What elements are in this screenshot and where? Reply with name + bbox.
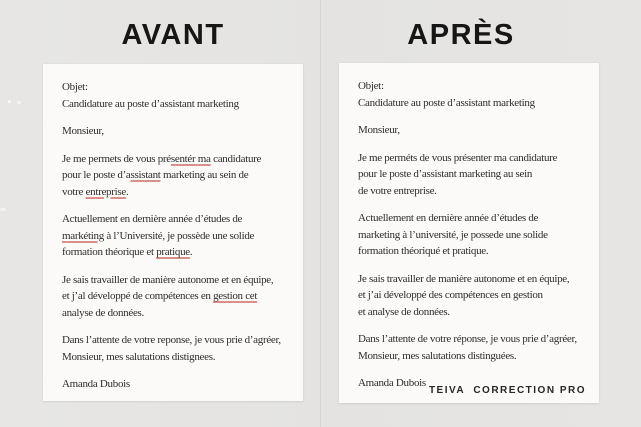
letter-line: [358, 243, 587, 260]
letter-line: [62, 228, 291, 245]
letter-text: Candidature au poste d’assistant marketing: [358, 96, 535, 109]
error-underlined-text: markéting: [62, 229, 104, 242]
error-underlined-text: ssistant: [130, 169, 161, 181]
letter-text: Je sais travailler de manière autonome et en équipe,: [62, 273, 274, 286]
letter-paragraph: [358, 210, 587, 260]
avant-letter-body: [43, 64, 303, 393]
letter-text: .: [189, 246, 193, 258]
letter-text: Objet:: [62, 81, 88, 93]
letter-paragraph: [62, 151, 291, 201]
letter-text: pour le poste d’assistant marketing au sein: [358, 168, 533, 180]
error-underlined-text: gestion cet: [213, 290, 258, 302]
letter-text: et j’al développé de compétences en: [62, 290, 214, 302]
apres-letter-body: [339, 63, 599, 392]
letter-line: [358, 95, 587, 112]
letter-text: Monsieur,: [62, 125, 104, 137]
letter-line: [62, 332, 291, 349]
letter-line: [62, 211, 291, 228]
letter-text: candidature: [210, 152, 262, 165]
letter-text: Objet:: [358, 80, 384, 92]
letter-paragraph: [358, 271, 587, 321]
error-underlined-text: entreprise: [85, 185, 126, 198]
letter-paragraph: [62, 79, 291, 112]
letter-text: Amanda Dubois: [358, 377, 426, 389]
letter-line: [358, 78, 587, 95]
letter-line: [358, 227, 587, 244]
apres-letter-paper: [339, 63, 599, 403]
letter-line: [62, 96, 291, 113]
letter-paragraph: [62, 272, 291, 322]
letter-line: [62, 272, 291, 289]
letter-text: Monsieur, mes salutations distignees.: [62, 350, 216, 363]
letter-text: .: [125, 185, 129, 198]
letter-text: analyse de données.: [62, 306, 144, 319]
error-underlined-text: sentér ma: [170, 152, 211, 165]
letter-line: [62, 288, 291, 305]
letter-text: Je me perméts de vous présenter ma candidature: [358, 151, 558, 164]
letter-text: Je sais travailler de manière autonome et en équipe,: [358, 272, 570, 285]
letter-text: pour le poste d’a: [62, 169, 131, 181]
letter-line: [358, 210, 587, 227]
letter-line: [62, 244, 291, 261]
letter-paragraph: [62, 211, 291, 261]
letter-line: [358, 287, 587, 304]
letter-paragraph: [358, 150, 587, 200]
letter-text: formation théoriqué et pratique.: [358, 245, 489, 257]
letter-paragraph: [62, 123, 291, 140]
letter-line: [358, 271, 587, 288]
letter-line: [62, 305, 291, 322]
letter-line: [62, 376, 291, 393]
dust-speck: [0, 208, 6, 211]
letter-text: de votre entreprise.: [358, 184, 437, 197]
dust-speck: [17, 101, 21, 104]
brand-watermark: TEIVA CORRECTION PRO: [428, 385, 586, 396]
letter-text: Amanda Dubois: [62, 378, 130, 390]
letter-text: et analyse de données.: [358, 305, 450, 318]
apres-title: APRÈS: [407, 19, 515, 51]
letter-line: [62, 123, 291, 140]
letter-text: à l’Université, je possède une solide: [103, 229, 255, 242]
avant-letter-paper: [43, 64, 303, 401]
letter-line: [62, 349, 291, 366]
letter-text: Dans l’attente de votre réponse, je vous prie d’agréer,: [358, 333, 577, 345]
letter-paragraph: [62, 332, 291, 365]
letter-text: Candidature au poste d’assistant marketing: [62, 97, 239, 110]
avant-title: AVANT: [121, 19, 225, 51]
letter-line: [62, 167, 291, 184]
letter-line: [62, 151, 291, 168]
letter-text: votre: [62, 185, 86, 198]
letter-text: et j’ai développé des compétences en gestion: [358, 289, 543, 301]
dust-speck: [8, 100, 11, 103]
letter-paragraph: [358, 122, 587, 139]
letter-paragraph: [62, 376, 291, 393]
panel-divider: [320, 0, 321, 427]
letter-line: [358, 150, 587, 167]
letter-text: Monsieur, mes salutations distinguées.: [358, 349, 517, 362]
letter-line: [358, 331, 587, 348]
letter-line: [62, 184, 291, 201]
letter-text: marketing à l’université, je possede une solide: [358, 228, 548, 241]
letter-line: [358, 304, 587, 321]
error-underlined-text: pratique: [156, 246, 190, 258]
letter-line: [358, 122, 587, 139]
letter-line: [358, 348, 587, 365]
letter-line: [358, 166, 587, 183]
letter-paragraph: [358, 331, 587, 364]
letter-line: [358, 183, 587, 200]
letter-text: marketing au sein de: [160, 169, 249, 181]
letter-text: Je me permets de vous pré: [62, 152, 171, 165]
letter-text: Dans l’attente de votre reponse, je vous prie d’agréer,: [62, 334, 281, 346]
letter-line: [62, 79, 291, 96]
letter-text: Actuellement en dernière année d’études de: [358, 212, 539, 224]
letter-text: formation théorique et: [62, 246, 157, 258]
letter-text: Monsieur,: [358, 124, 400, 136]
letter-text: Actuellement en dernière année d’études de: [62, 213, 243, 225]
letter-paragraph: [358, 78, 587, 111]
